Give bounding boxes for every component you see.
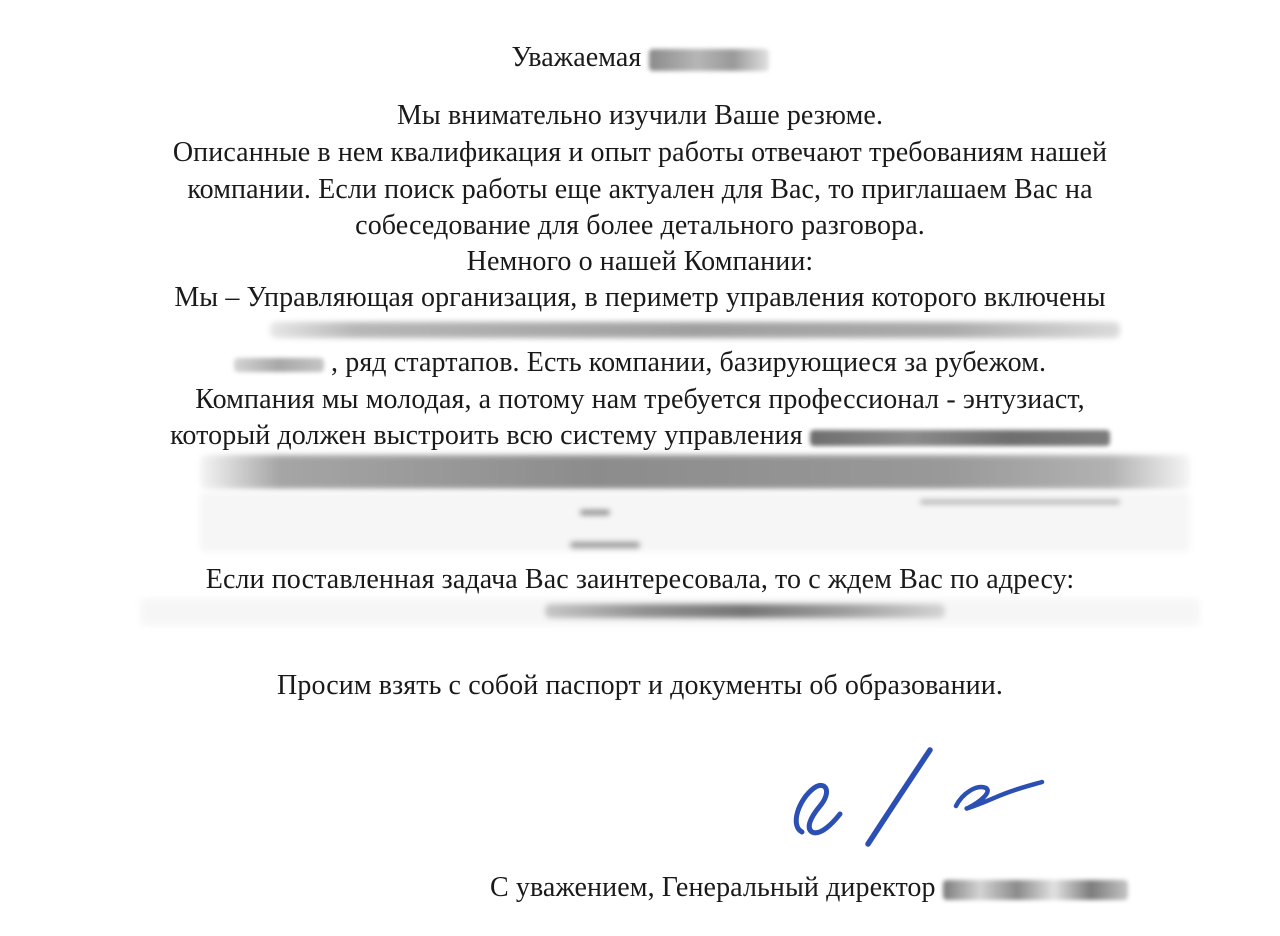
body-line-young: Компания мы молодая, а потому нам требуется профессионал - энтузиаст, (195, 384, 1085, 415)
body-line-4: собеседование для более детального разговора. (355, 210, 925, 241)
closing-line (490, 870, 1128, 906)
body-line-2: Описанные в нем квалификация и опыт работы отвечают требованиям нашей (172, 137, 1108, 168)
body-line-3: компании. Если поиск работы еще актуален для Вас, то приглашаем Вас на (187, 174, 1093, 205)
startups-text: , ряд стартапов. Есть компании, базирующиеся за рубежом. (331, 347, 1047, 378)
signature-image (780, 740, 1050, 850)
salutation-line (0, 40, 1280, 76)
salutation-text: Уважаемая (511, 42, 642, 73)
redacted-line-2 (200, 455, 1190, 489)
body-line-invite: Если поставленная задача Вас заинтересовала, то с ждем Вас по адресу: (205, 564, 1075, 595)
redacted-prefix (234, 358, 324, 372)
redacted-dash-3 (920, 500, 1120, 504)
redacted-suffix (810, 430, 1110, 446)
body-line-5: Немного о нашей Компании: (466, 246, 814, 277)
redacted-dash-2 (570, 542, 640, 548)
system-text: который должен выстроить всю систему управления (170, 420, 803, 451)
redacted-line-1 (270, 322, 1120, 338)
body-line-1: Мы внимательно изучили Ваше резюме. (396, 100, 884, 131)
redacted-address (545, 604, 945, 618)
body-line-system (0, 418, 1280, 454)
body-line-startups (0, 345, 1280, 381)
redacted-dash-1 (580, 510, 610, 515)
body-line-6: Мы – Управляющая организация, в периметр управления которого включены (174, 282, 1106, 313)
closing-text: С уважением, Генеральный директор (490, 872, 936, 903)
body-line-documents: Просим взять с собой паспорт и документы об образовании. (277, 670, 1003, 701)
redacted-director-name (943, 880, 1128, 900)
redacted-name (649, 49, 769, 71)
